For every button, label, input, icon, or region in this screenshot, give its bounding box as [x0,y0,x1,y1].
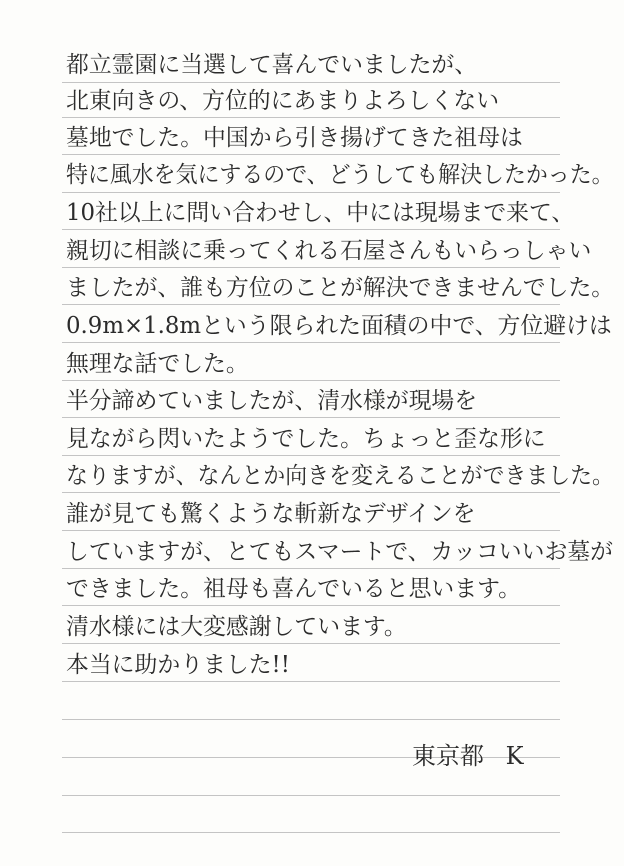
ruled-line [62,154,560,155]
letter-line: 北東向きの、方位的にあまりよろしくない [66,88,500,114]
letter-line: ましたが、誰も方位のことが解決できませんでした。 [66,275,615,301]
ruled-line [62,417,560,418]
ruled-line [62,492,560,493]
letter-line: 10社以上に問い合わせし、中には現場まで来て、 [66,200,575,226]
ruled-line [62,380,560,381]
ruled-line [62,267,560,268]
letter-line: 特に風水を気にするので、どうしても解決したかった。 [66,162,614,188]
ruled-line [62,681,560,682]
ruled-line [62,342,560,343]
letter-line: 無理な話でした。 [66,351,249,377]
letter-line: 誰が見ても驚くような斬新なデザインを [66,501,476,527]
ruled-line [62,605,560,606]
ruled-line [62,568,560,569]
ruled-line [62,455,560,456]
ruled-line [62,117,560,118]
letter-line: していますが、とてもスマートで、カッコいいお墓が [66,539,614,565]
letter-line: できました。祖母も喜んでいると思います。 [66,576,521,602]
ruled-line [62,229,560,230]
letter-line: 0.9m×1.8mという限られた面積の中で、方位避けは [66,313,612,339]
ruled-line [62,795,560,796]
ruled-line [62,832,560,833]
ruled-line [62,82,560,83]
letter-line: 見ながら閃いたようでした。ちょっと歪な形に [66,426,546,452]
ruled-line [62,304,560,305]
signature: 東京都 K [412,742,524,770]
letter-line: 墓地でした。中国から引き揚げてきた祖母は [66,125,523,151]
letter-line: 親切に相談に乗ってくれる石屋さんもいらっしゃい [66,238,592,264]
letter-line: 本当に助かりました!! [66,652,290,678]
letter-line: 半分諦めていましたが、清水様が現場を [66,388,478,414]
ruled-line [62,643,560,644]
ruled-line [62,530,560,531]
letter-line: 都立霊園に当選して喜んでいましたが、 [66,52,478,78]
ruled-line [62,192,560,193]
letter-line: 清水様には大変感謝しています。 [66,614,407,640]
letter-line: なりますが、なんとか向きを変えることができました。 [66,463,614,489]
ruled-line [62,719,560,720]
